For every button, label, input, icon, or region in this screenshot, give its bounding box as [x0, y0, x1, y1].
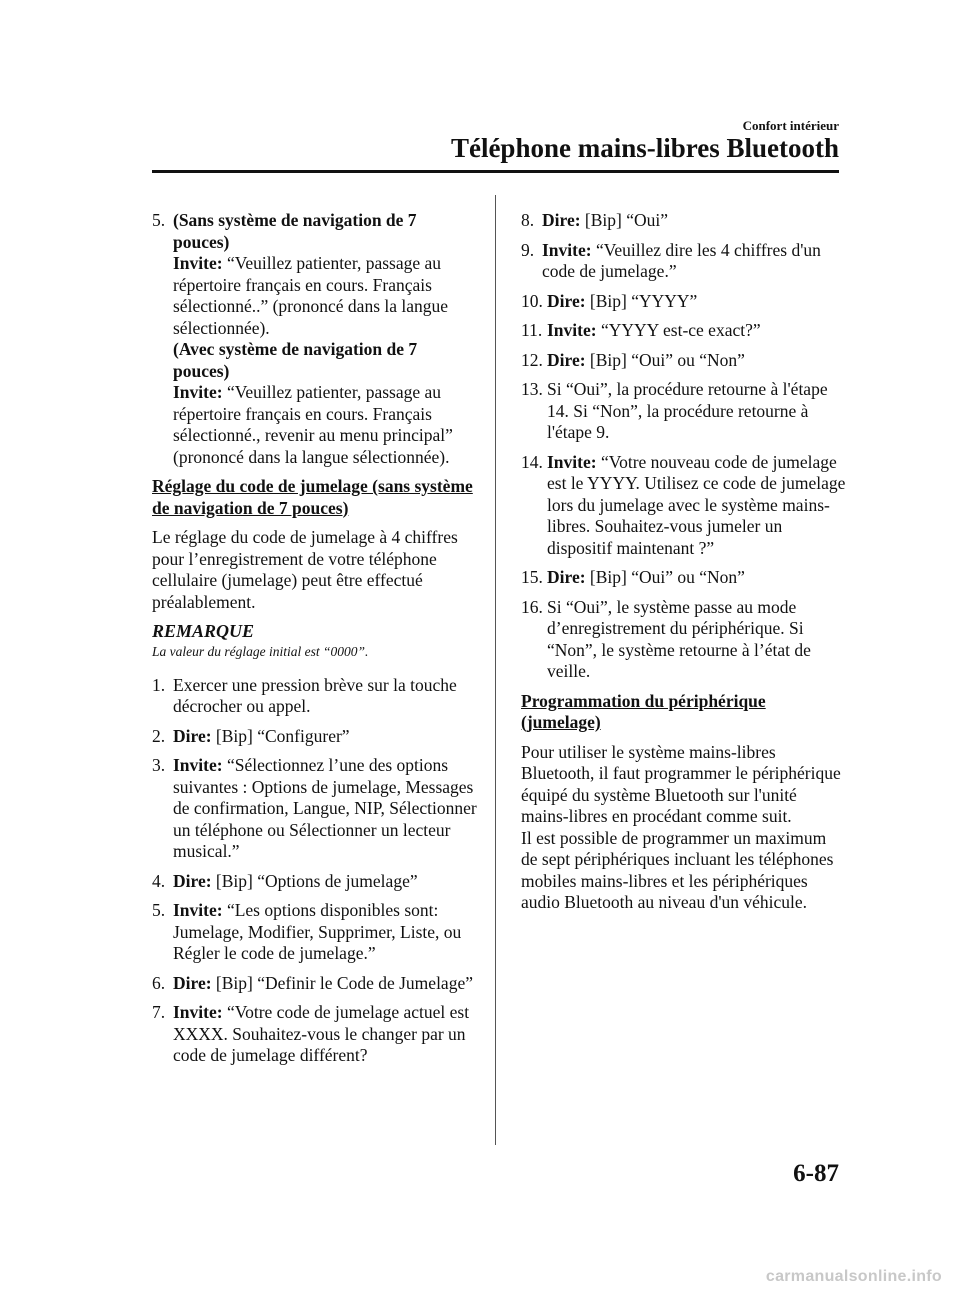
subheading: Programmation du périphérique (jumelage)	[521, 690, 766, 732]
left-column	[152, 210, 477, 1075]
item-body: [Bip] “Definir le Code de Jumelage”	[211, 972, 473, 993]
item-body: “Votre code de jumelage actuel est XXXX. Souhaitez-vous le changer par un code de jumelage différent?	[173, 1002, 470, 1065]
subheading: Réglage du code de jumelage (sans système de navigation de 7 pouces)	[152, 476, 473, 518]
paragraph: Il est possible de programmer un maximum de sept périphériques incluant les téléphones mobiles mains-libres et les périphériques audio Bluetooth au niveau d'un véhicule.	[521, 827, 834, 912]
header-rule	[152, 170, 839, 173]
watermark: carmanualsonline.info	[765, 1268, 942, 1285]
item-number: 13.	[521, 379, 543, 399]
item-number: 16.	[521, 596, 543, 617]
list-item	[152, 1002, 477, 1067]
item-label: Dire:	[173, 870, 212, 891]
item-body: [Bip] “Oui” ou “Non”	[585, 567, 745, 587]
item-label: Invite:	[547, 451, 597, 472]
item-number: 2.	[152, 725, 166, 746]
list-item	[152, 210, 477, 468]
paragraph: Pour utiliser le système mains-libres Bluetooth, il faut programmer le périphérique équipé du système Bluetooth sur l'unité mains-libres en procédant comme suit.	[521, 741, 841, 826]
page-title: Téléphone mains-libres Bluetooth	[450, 133, 839, 163]
column-divider	[495, 195, 496, 1145]
item-label: Invite:	[173, 382, 223, 402]
list-item	[521, 350, 846, 372]
item-number: 8.	[521, 210, 535, 230]
item-body: “Veuillez patienter, passage au répertoire français en cours. Français sélectionné., revenir au menu principal” (prononcé dans la langue sélectionnée).	[173, 382, 453, 467]
remarque-text: La valeur du réglage initial est “0000”.	[152, 643, 369, 659]
item-body: “Veuillez dire les 4 chiffres d'un code de jumelage.”	[542, 239, 821, 281]
item-label: Dire:	[173, 972, 212, 993]
paragraph: Le réglage du code de jumelage à 4 chiffres pour l’enregistrement de votre téléphone cellulaire (jumelage) peut être effectué préalablement.	[152, 527, 458, 612]
item-label: Invite:	[547, 320, 597, 340]
item-number: 9.	[521, 239, 535, 260]
item-number: 10.	[521, 290, 543, 311]
item-heading: (Avec système de navigation de 7 pouces)	[173, 339, 418, 381]
item-number: 1.	[152, 674, 166, 695]
item-body: Exercer une pression brève sur la touche décrocher ou appel.	[173, 674, 457, 716]
list-item	[521, 452, 846, 560]
item-number: 4.	[152, 870, 166, 891]
list-item	[521, 379, 846, 444]
list-item	[152, 871, 477, 893]
list-item	[521, 240, 846, 283]
item-label: Dire:	[173, 725, 212, 746]
list-item	[152, 973, 477, 995]
item-number: 5.	[152, 210, 166, 230]
item-label: Invite:	[173, 1002, 223, 1022]
item-body: “Votre nouveau code de jumelage est le YYYY. Utilisez ce code de jumelage lors du jumelage avec le système mains-libres. Souhaitez-vous jumeler un dispositif maintenant ?”	[547, 451, 846, 558]
item-number: 14.	[521, 451, 543, 472]
item-body: [Bip] “Configurer”	[211, 725, 350, 746]
item-body: “Veuillez patienter, passage au répertoire français en cours. Français sélectionné..” (prononcé dans la langue sélectionnée).	[173, 253, 449, 338]
item-heading: (Sans système de navigation de 7 pouces)	[173, 210, 417, 252]
item-number: 6.	[152, 972, 166, 993]
item-number: 11.	[521, 320, 543, 340]
list-item	[152, 726, 477, 748]
remarque-title: REMARQUE	[152, 621, 255, 641]
item-label: Dire:	[542, 210, 581, 230]
list-item	[521, 567, 846, 589]
list-item	[152, 900, 477, 965]
item-label: Invite:	[173, 900, 223, 920]
item-label: Invite:	[542, 239, 592, 260]
list-item	[521, 291, 846, 313]
item-body: [Bip] “Options de jumelage”	[211, 870, 418, 891]
list-item	[521, 320, 846, 342]
item-label: Invite:	[173, 755, 223, 775]
list-item	[152, 675, 477, 718]
item-body: Si “Oui”, le système passe au mode d’enregistrement du périphérique. Si “Non”, le système retourne à l’état de veille.	[547, 596, 811, 681]
right-column	[521, 210, 846, 922]
list-item	[521, 597, 846, 683]
page-number: 6-87	[793, 1160, 839, 1187]
item-number: 12.	[521, 349, 543, 370]
item-number: 7.	[152, 1002, 166, 1022]
item-label: Dire:	[547, 567, 586, 587]
list-item	[152, 755, 477, 863]
item-number: 15.	[521, 567, 543, 587]
item-body: “YYYY est-ce exact?”	[596, 320, 761, 340]
item-label: Dire:	[547, 290, 586, 311]
item-text	[173, 253, 477, 339]
item-body: “Les options disponibles sont: Jumelage, Modifier, Supprimer, Liste, ou Régler le code de jumelage.”	[173, 900, 462, 963]
item-label: Dire:	[547, 349, 586, 370]
item-body: Si “Oui”, la procédure retourne à l'étape 14. Si “Non”, la procédure retourne à l'étape 9.	[547, 379, 828, 442]
item-label: Invite:	[173, 253, 223, 273]
item-text	[173, 382, 477, 468]
item-number: 3.	[152, 755, 166, 775]
item-body: [Bip] “Oui” ou “Non”	[585, 349, 745, 370]
list-item	[521, 210, 846, 232]
item-number: 5.	[152, 900, 166, 920]
item-body: [Bip] “YYYY”	[585, 290, 698, 311]
section-label: Confort intérieur	[742, 118, 839, 133]
item-body: “Sélectionnez l’une des options suivantes : Options de jumelage, Messages de confirmation, Langue, NIP, Sélectionner un téléphone ou Sélectionner un lecteur musical.”	[173, 755, 477, 861]
item-body: [Bip] “Oui”	[580, 210, 669, 230]
